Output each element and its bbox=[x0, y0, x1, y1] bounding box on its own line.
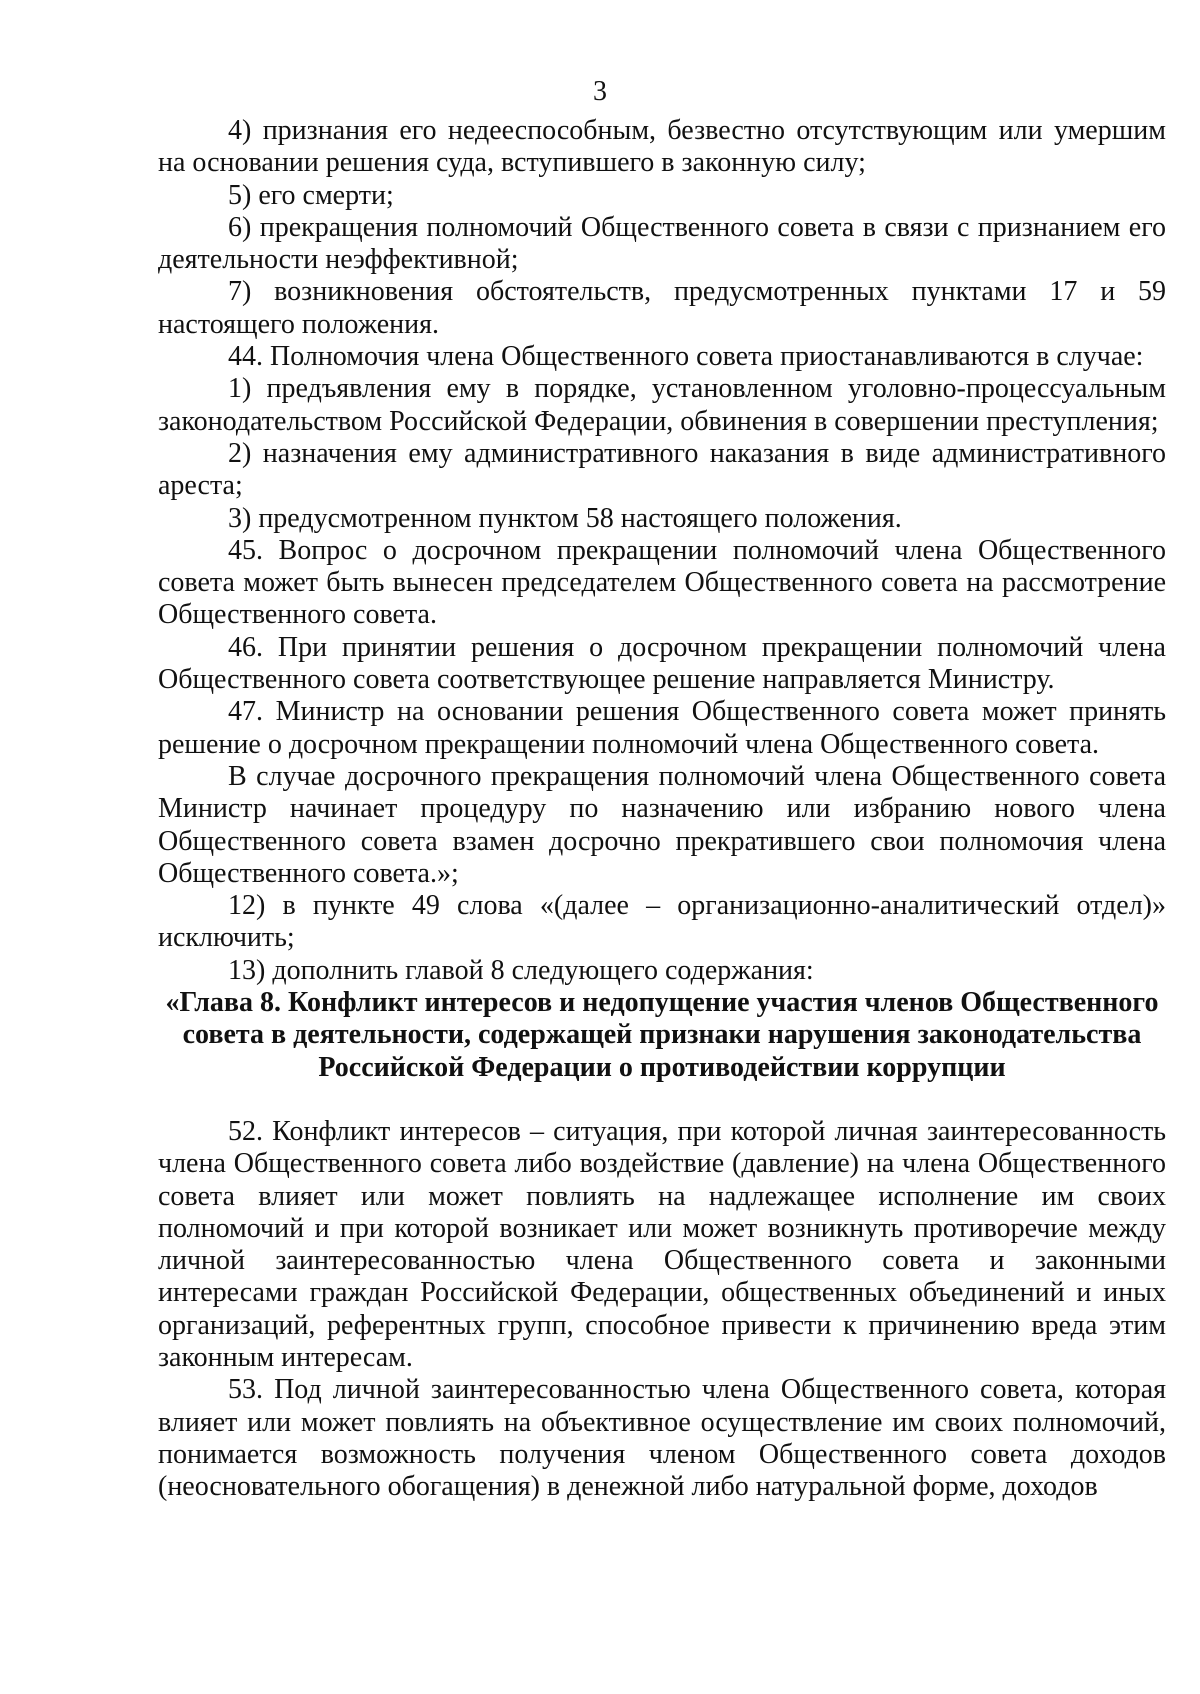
paragraph-item-4: 4) признания его недееспособным, безвестно отсутствующим или умершим на основании решения суда, вступившего в законную силу; bbox=[158, 115, 1166, 179]
page-number: 3 bbox=[593, 76, 607, 107]
paragraph-item-7: 7) возникновения обстоятельств, предусмотренных пунктами 17 и 59 настоящего положения. bbox=[158, 276, 1166, 340]
paragraph-item-6: 6) прекращения полномочий Общественного совета в связи с признанием его деятельности неэффективной; bbox=[158, 211, 1166, 276]
paragraph-44-item-1: 1) предъявления ему в порядке, установленном уголовно-процессуальным законодательством Российской Федерации, обвинения в совершении преступления; bbox=[158, 373, 1166, 437]
paragraph-46: 46. При принятии решения о досрочном прекращении полномочий члена Общественного совета соответствующее решение направляется Министру. bbox=[158, 631, 1166, 696]
chapter-8-heading: «Глава 8. Конфликт интересов и недопущение участия членов Общественного совета в деятельности, содержащей признаки нарушения законодательства Российской Федерации о противодействии коррупции bbox=[165, 987, 1159, 1083]
amendment-item-12: 12) в пункте 49 слова «(далее – организационно-аналитический отдел)» исключить; bbox=[158, 890, 1166, 954]
paragraph-47: 47. Министр на основании решения Общественного совета может принять решение о досрочном прекращении полномочий члена Общественного совета. bbox=[158, 696, 1166, 760]
paragraph-47-continuation: В случае досрочного прекращения полномочий члена Общественного совета Министр начинает процедуру по назначению или избранию нового члена Общественного совета взамен досрочно прекратившего свои полномочия члена Общественного совета.»; bbox=[158, 760, 1166, 889]
section-spacer bbox=[158, 1084, 1166, 1116]
paragraph-53: 53. Под личной заинтересованностью члена Общественного совета, которая влияет или может повлиять на объективное осуществление им своих полномочий, понимается возможность получения членом Общественного совета доходов (неосновательного обогащения) в денежной либо натуральной форме, доходов bbox=[158, 1374, 1166, 1503]
paragraph-item-5: 5) его смерти; bbox=[228, 179, 394, 211]
paragraph-44-item-2: 2) назначения ему административного наказания в виде административного ареста; bbox=[158, 437, 1166, 502]
amendment-item-13: 13) дополнить главой 8 следующего содержания: bbox=[228, 954, 814, 986]
paragraph-44: 44. Полномочия члена Общественного совета приостанавливаются в случае: bbox=[228, 341, 1144, 373]
document-body bbox=[158, 115, 1166, 1503]
paragraph-44-item-3: 3) предусмотренном пунктом 58 настоящего положения. bbox=[228, 502, 902, 534]
paragraph-45: 45. Вопрос о досрочном прекращении полномочий члена Общественного совета может быть вынесен председателем Общественного совета на рассмотрение Общественного совета. bbox=[158, 534, 1166, 631]
paragraph-52: 52. Конфликт интересов – ситуация, при которой личная заинтересованность члена Общественного совета либо воздействие (давление) на члена Общественного совета влияет или может повлиять на надлежащее исполнение им своих полномочий и при которой возникает или может возникнуть противоречие между личной заинтересованностью члена Общественного совета и законными интересами граждан Российской Федерации, общественных объединений и иных организаций, референтных групп, способное привести к причинению вреда этим законным интересам. bbox=[158, 1115, 1166, 1373]
